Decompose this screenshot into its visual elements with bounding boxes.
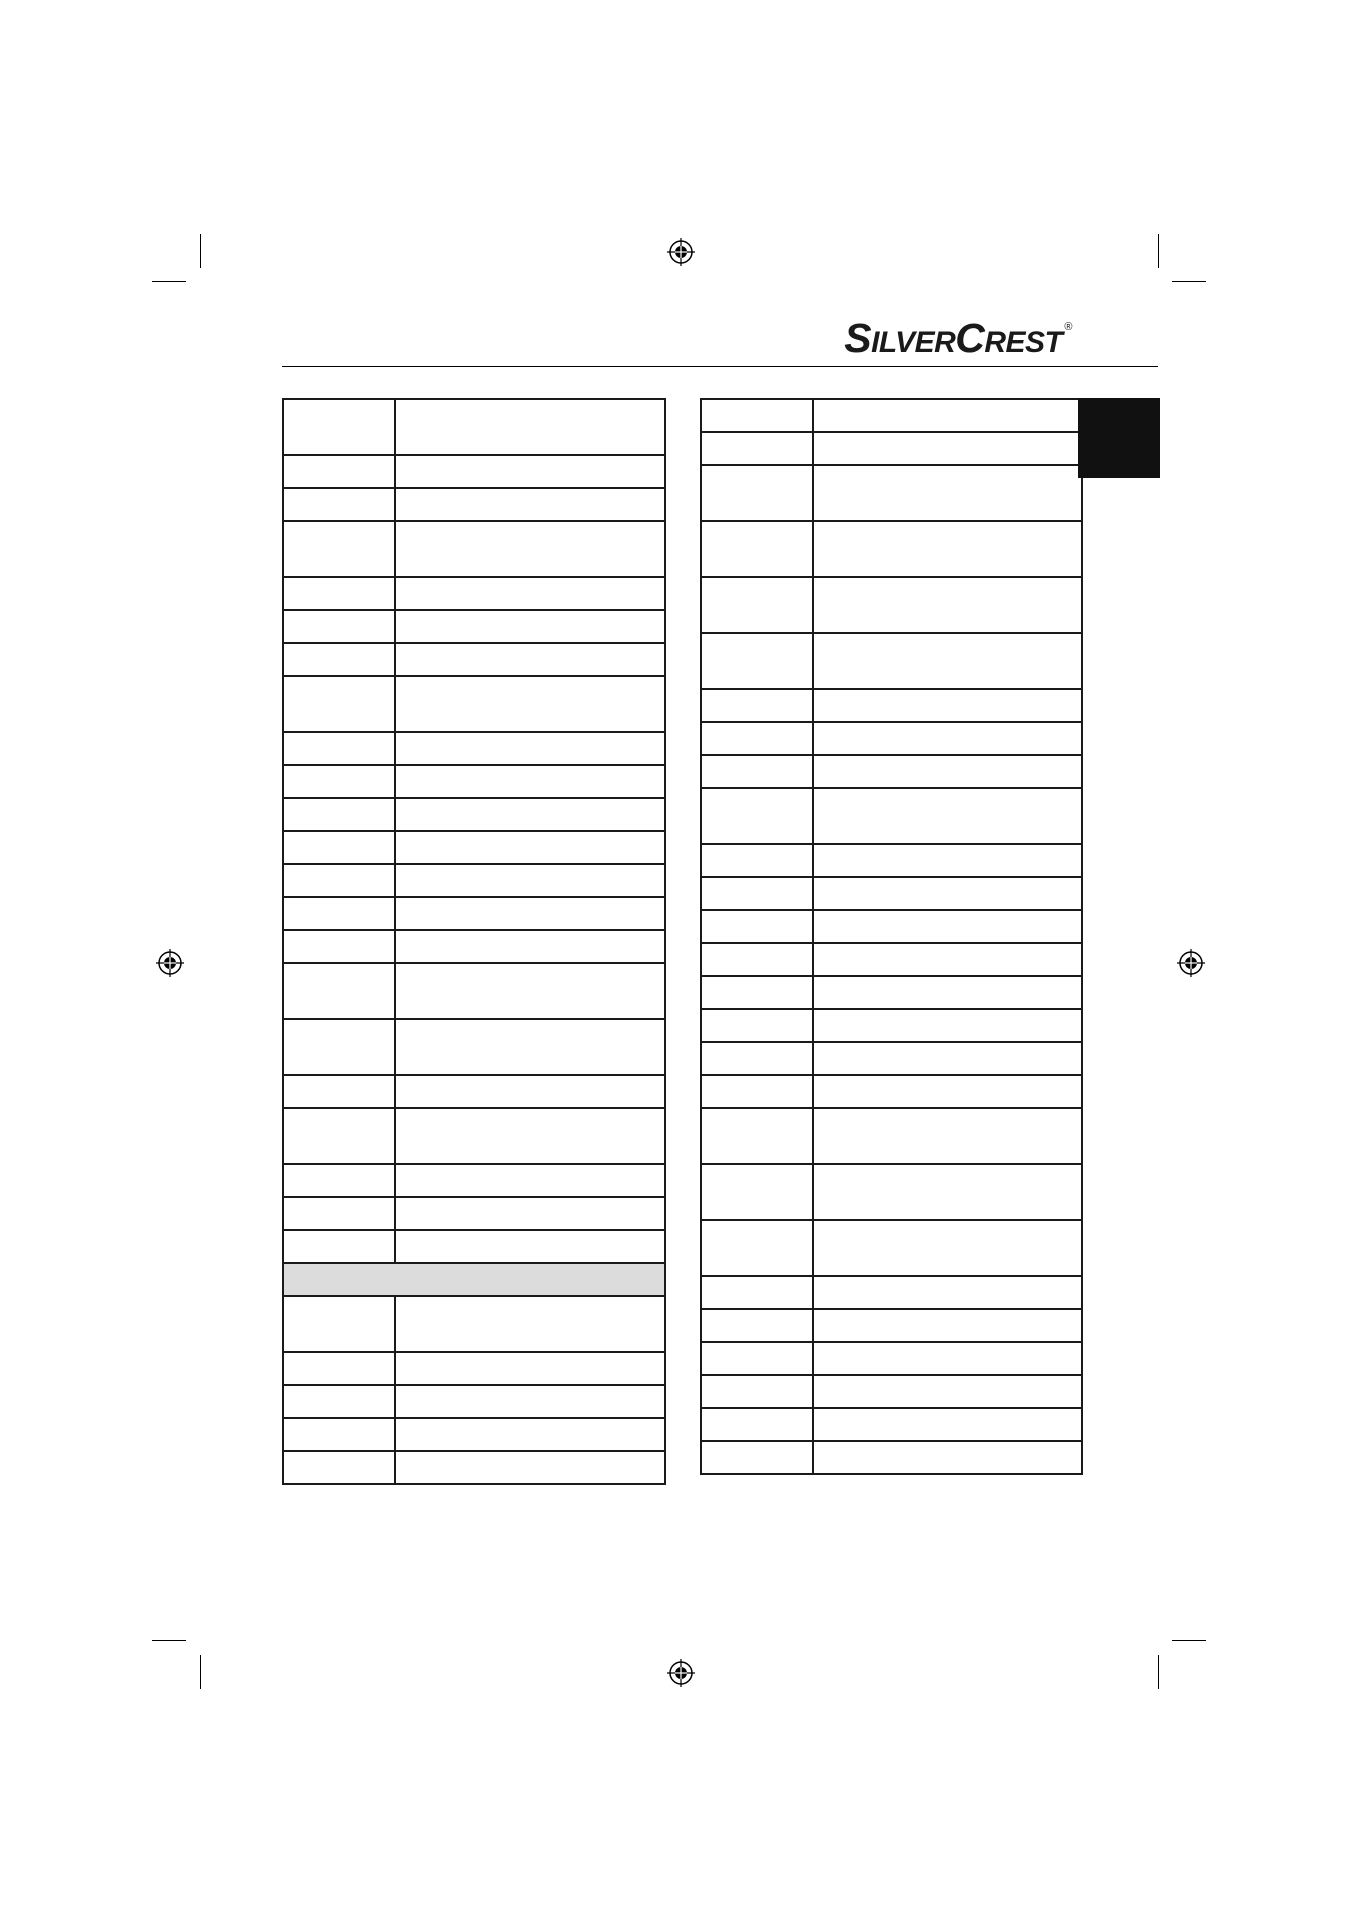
key-cell	[701, 1375, 813, 1408]
value-cell	[395, 1451, 665, 1484]
value-cell	[395, 643, 665, 676]
crop-mark-top-left-vertical	[200, 234, 201, 268]
value-cell	[813, 1375, 1082, 1408]
value-cell	[395, 798, 665, 831]
table-row	[701, 577, 1082, 633]
table-row	[701, 521, 1082, 577]
value-cell	[395, 1385, 665, 1418]
value-cell	[395, 1296, 665, 1352]
value-cell	[813, 1108, 1082, 1164]
value-cell	[395, 930, 665, 963]
value-cell	[395, 1164, 665, 1197]
value-cell	[813, 1220, 1082, 1276]
value-cell	[813, 788, 1082, 844]
table-row	[701, 1220, 1082, 1276]
registration-mark-icon	[1177, 949, 1205, 977]
table-row	[283, 831, 665, 864]
table-row	[701, 788, 1082, 844]
table-row	[283, 1108, 665, 1164]
table-row	[701, 633, 1082, 689]
value-cell	[813, 1075, 1082, 1108]
key-cell	[283, 930, 395, 963]
crop-mark-top-right-vertical	[1158, 234, 1159, 268]
key-cell	[701, 1108, 813, 1164]
key-cell	[283, 1230, 395, 1263]
table-row	[283, 676, 665, 732]
key-cell	[283, 864, 395, 897]
table-row	[283, 732, 665, 765]
value-cell	[395, 455, 665, 488]
value-cell	[395, 1352, 665, 1385]
value-cell	[395, 676, 665, 732]
table-row	[701, 943, 1082, 976]
table-row	[701, 465, 1082, 521]
registration-mark-icon	[667, 1659, 695, 1687]
key-cell	[283, 831, 395, 864]
table-row	[701, 1042, 1082, 1075]
value-cell	[813, 755, 1082, 788]
key-cell	[283, 1075, 395, 1108]
key-cell	[283, 676, 395, 732]
table-row	[701, 877, 1082, 910]
key-cell	[283, 610, 395, 643]
value-cell	[395, 963, 665, 1019]
table-row	[283, 577, 665, 610]
table-row	[283, 455, 665, 488]
value-cell	[395, 577, 665, 610]
table-row	[283, 521, 665, 577]
value-cell	[813, 943, 1082, 976]
key-cell	[701, 1309, 813, 1342]
key-cell	[701, 910, 813, 943]
table-row	[283, 1197, 665, 1230]
key-cell	[701, 399, 813, 432]
key-cell	[701, 755, 813, 788]
table-row	[283, 1352, 665, 1385]
key-cell	[283, 798, 395, 831]
table-row	[283, 1296, 665, 1352]
table-row	[701, 1408, 1082, 1441]
key-cell	[283, 1385, 395, 1418]
key-cell	[701, 1042, 813, 1075]
crop-mark-bottom-right-vertical	[1158, 1655, 1159, 1689]
value-cell	[813, 877, 1082, 910]
key-cell	[283, 1451, 395, 1484]
table-row	[283, 1230, 665, 1263]
key-cell	[701, 1408, 813, 1441]
key-cell	[283, 1019, 395, 1075]
table-row	[701, 1375, 1082, 1408]
table-row	[701, 1441, 1082, 1474]
key-cell	[701, 1220, 813, 1276]
table-row	[283, 765, 665, 798]
value-cell	[813, 1276, 1082, 1309]
value-cell	[813, 1309, 1082, 1342]
table-row	[701, 1342, 1082, 1375]
value-cell	[813, 722, 1082, 755]
table-row	[701, 432, 1082, 465]
value-cell	[813, 577, 1082, 633]
key-cell	[283, 577, 395, 610]
table-row	[283, 1075, 665, 1108]
key-cell	[701, 1441, 813, 1474]
table-row	[701, 755, 1082, 788]
table-row	[701, 910, 1082, 943]
right-table	[700, 398, 1083, 1475]
table-row	[701, 689, 1082, 722]
table-row	[283, 897, 665, 930]
key-cell	[701, 788, 813, 844]
value-cell	[395, 1197, 665, 1230]
value-cell	[813, 465, 1082, 521]
table-row	[283, 399, 665, 455]
table-row	[283, 1418, 665, 1451]
value-cell	[395, 897, 665, 930]
key-cell	[701, 877, 813, 910]
crop-mark-top-left-horizontal	[152, 281, 186, 282]
table-row	[283, 1164, 665, 1197]
section-row	[283, 1263, 665, 1296]
table-row	[283, 1385, 665, 1418]
value-cell	[813, 432, 1082, 465]
value-cell	[395, 864, 665, 897]
value-cell	[813, 976, 1082, 1009]
crop-mark-bottom-left-vertical	[200, 1655, 201, 1689]
value-cell	[395, 1108, 665, 1164]
crop-mark-bottom-right-horizontal	[1172, 1640, 1206, 1641]
key-cell	[283, 765, 395, 798]
table-row	[283, 643, 665, 676]
key-cell	[701, 976, 813, 1009]
value-cell	[813, 910, 1082, 943]
key-cell	[701, 432, 813, 465]
table-row	[283, 1451, 665, 1484]
left-table	[282, 398, 666, 1485]
value-cell	[813, 521, 1082, 577]
table-row	[701, 976, 1082, 1009]
value-cell	[395, 1230, 665, 1263]
key-cell	[701, 577, 813, 633]
key-cell	[283, 1197, 395, 1230]
value-cell	[395, 1019, 665, 1075]
key-cell	[701, 1342, 813, 1375]
section-cell	[283, 1263, 665, 1296]
key-cell	[701, 689, 813, 722]
key-cell	[283, 488, 395, 521]
language-side-tab	[1078, 398, 1160, 478]
value-cell	[813, 633, 1082, 689]
table-row	[701, 1309, 1082, 1342]
header-rule	[282, 366, 1158, 367]
value-cell	[813, 399, 1082, 432]
registration-mark-icon	[156, 949, 184, 977]
value-cell	[813, 1042, 1082, 1075]
table-row	[701, 844, 1082, 877]
value-cell	[395, 399, 665, 455]
value-cell	[813, 1408, 1082, 1441]
table-row	[701, 399, 1082, 432]
key-cell	[283, 1418, 395, 1451]
value-cell	[395, 488, 665, 521]
key-cell	[701, 1276, 813, 1309]
table-row	[283, 798, 665, 831]
key-cell	[283, 963, 395, 1019]
value-cell	[813, 689, 1082, 722]
key-cell	[701, 1009, 813, 1042]
table-row	[701, 1164, 1082, 1220]
key-cell	[283, 521, 395, 577]
key-cell	[283, 643, 395, 676]
value-cell	[813, 1441, 1082, 1474]
key-cell	[283, 1108, 395, 1164]
key-cell	[701, 943, 813, 976]
key-cell	[701, 465, 813, 521]
crop-mark-bottom-left-horizontal	[152, 1640, 186, 1641]
key-cell	[283, 1352, 395, 1385]
value-cell	[395, 765, 665, 798]
value-cell	[395, 1075, 665, 1108]
value-cell	[395, 831, 665, 864]
key-cell	[701, 1075, 813, 1108]
key-cell	[701, 1164, 813, 1220]
key-cell	[701, 521, 813, 577]
key-cell	[283, 455, 395, 488]
table-row	[283, 1019, 665, 1075]
key-cell	[701, 722, 813, 755]
table-row	[701, 1075, 1082, 1108]
table-row	[283, 963, 665, 1019]
value-cell	[813, 1342, 1082, 1375]
key-cell	[283, 1296, 395, 1352]
table-row	[283, 610, 665, 643]
key-cell	[283, 897, 395, 930]
table-row	[701, 1009, 1082, 1042]
key-cell	[283, 1164, 395, 1197]
value-cell	[813, 1009, 1082, 1042]
value-cell	[395, 732, 665, 765]
value-cell	[395, 1418, 665, 1451]
key-cell	[701, 633, 813, 689]
table-row	[701, 722, 1082, 755]
key-cell	[283, 732, 395, 765]
table-row	[701, 1108, 1082, 1164]
value-cell	[395, 610, 665, 643]
table-row	[283, 488, 665, 521]
key-cell	[701, 844, 813, 877]
table-row	[283, 864, 665, 897]
brand-logo: SILVERCREST ®	[844, 315, 1072, 361]
value-cell	[813, 1164, 1082, 1220]
table-row	[283, 930, 665, 963]
crop-mark-top-right-horizontal	[1172, 281, 1206, 282]
key-cell	[283, 399, 395, 455]
registration-mark-icon	[667, 238, 695, 266]
value-cell	[395, 521, 665, 577]
table-row	[701, 1276, 1082, 1309]
value-cell	[813, 844, 1082, 877]
